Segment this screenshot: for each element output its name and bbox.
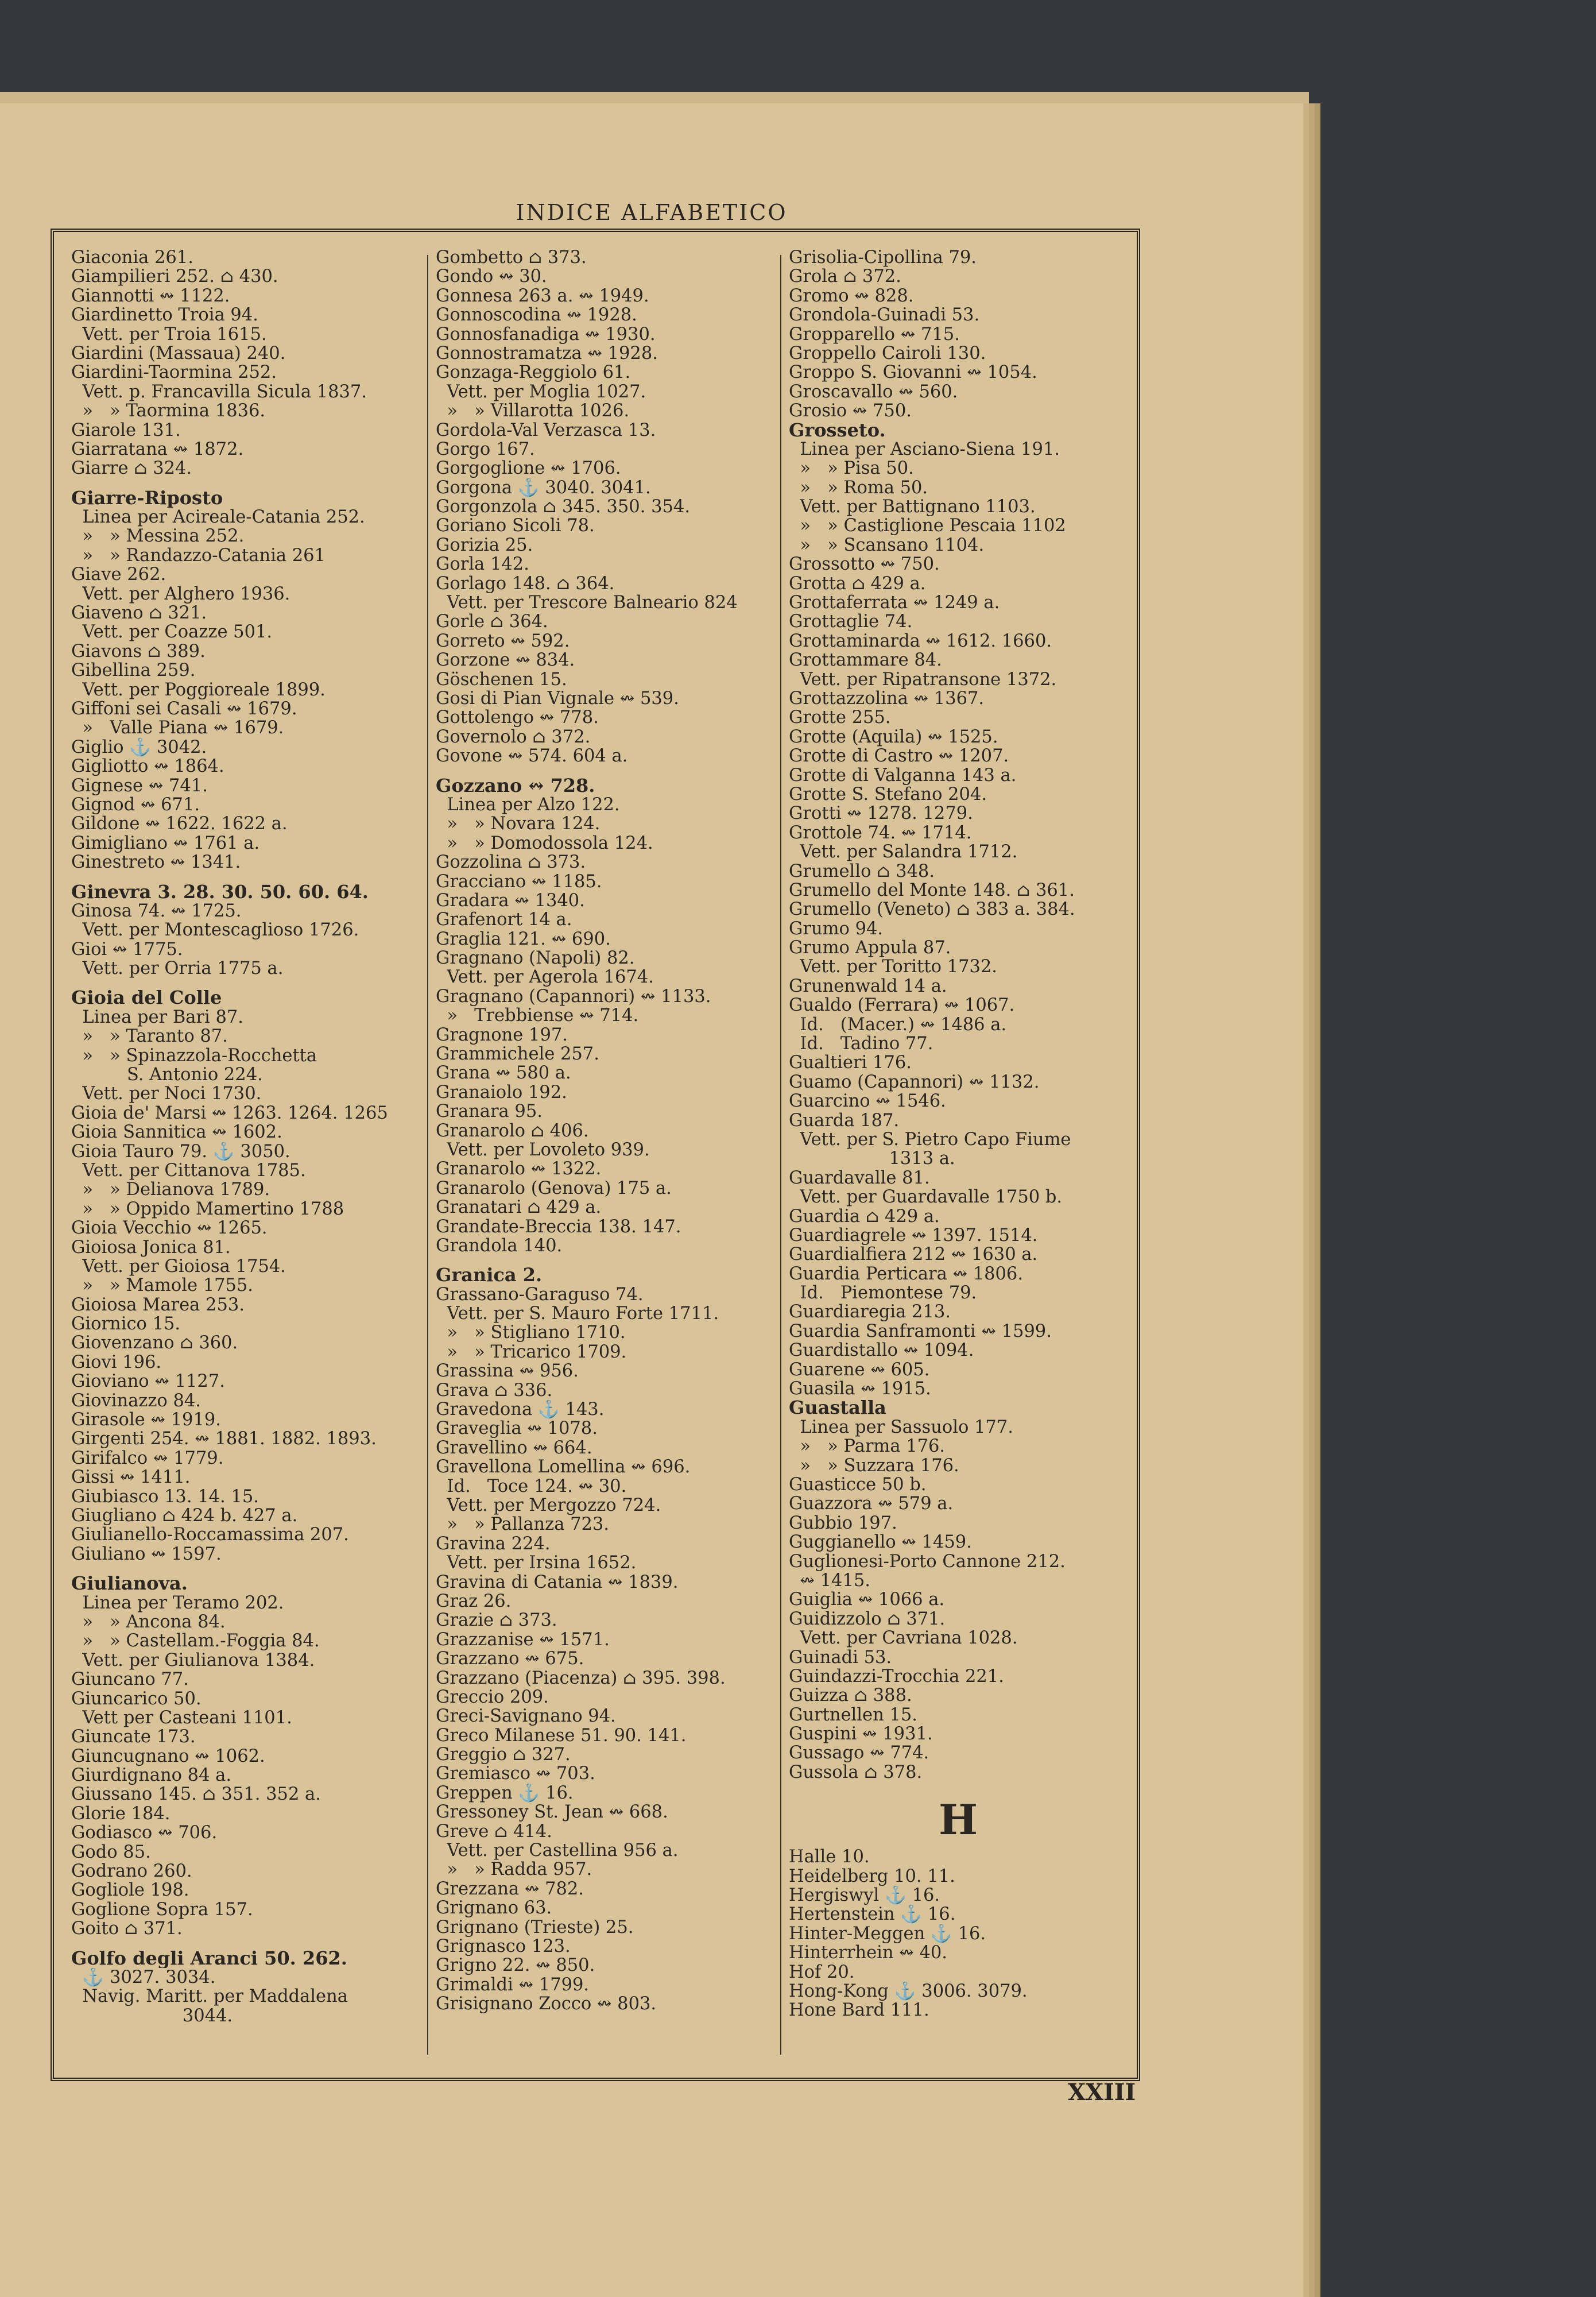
index-entry: Grosio ↭ 750. — [789, 401, 912, 421]
index-entry: Giardini-Taormina 252. — [71, 363, 277, 382]
index-entry: Vett. per Salandra 1712. — [789, 842, 1018, 862]
index-entry: Guglionesi-Porto Cannone 212. — [789, 1552, 1066, 1571]
index-frame — [51, 229, 1140, 2081]
index-entry: 1313 a. — [789, 1149, 955, 1169]
index-entry: Gromo ↭ 828. — [789, 286, 914, 306]
index-entry: Guardia ⌂ 429 a. — [789, 1206, 940, 1226]
index-entry: Hertenstein ⚓ 16. — [789, 1905, 956, 1924]
index-entry: Giurdignano 84 a. — [71, 1766, 232, 1785]
index-heading: Gioia del Colle — [71, 988, 222, 1008]
index-heading: Ginevra 3. 28. 30. 50. 60. 64. — [71, 882, 369, 902]
index-entry: Vett. per Coazze 501. — [71, 622, 273, 642]
index-entry: Grotte (Aquila) ↭ 1525. — [789, 727, 998, 747]
index-entry: Granarolo ⌂ 406. — [436, 1121, 589, 1140]
index-entry: Graveglia ↭ 1078. — [436, 1419, 598, 1438]
index-entry: Greppen ⚓ 16. — [436, 1783, 574, 1803]
index-entry: Gottolengo ↭ 778. — [436, 708, 599, 728]
spacer — [71, 478, 444, 489]
index-entry: Vett. per Moglia 1027. — [436, 382, 646, 402]
index-entry: Grandola 140. — [436, 1236, 563, 1256]
index-entry: Gualdo (Ferrara) ↭ 1067. — [789, 996, 1015, 1015]
index-entry: Gioi ↭ 1775. — [71, 939, 183, 960]
index-entry: Graz 26. — [436, 1591, 512, 1611]
index-entry: Guarda 187. — [789, 1111, 900, 1130]
index-entry: Gravedona ⚓ 143. — [436, 1400, 605, 1420]
index-entry: Grignano 63. — [436, 1898, 552, 1918]
index-entry: Grossotto ↭ 750. — [789, 555, 940, 574]
index-entry: Guspini ↭ 1931. — [789, 1724, 933, 1744]
index-entry: Giugliano ⌂ 424 b. 427 a. — [71, 1506, 298, 1526]
index-entry: Grezzana ↭ 782. — [436, 1879, 584, 1899]
index-entry: Gozzolina ⌂ 373. — [436, 853, 586, 872]
index-entry: Gragnano (Napoli) 82. — [436, 949, 635, 968]
index-entry: Greccio 209. — [436, 1687, 549, 1707]
index-entry: Grisolia-Cipollina 79. — [789, 248, 977, 268]
index-entry: » » Randazzo-Catania 261 — [71, 546, 326, 566]
index-entry: Guidizzolo ⌂ 371. — [789, 1609, 946, 1629]
index-entry: Godo 85. — [71, 1842, 151, 1862]
index-entry: Gremiasco ↭ 703. — [436, 1764, 595, 1784]
index-entry: Guasila ↭ 1915. — [789, 1379, 931, 1399]
index-entry: Gioviano ↭ 1127. — [71, 1372, 225, 1391]
index-entry: Gioia Vecchio ↭ 1265. — [71, 1219, 268, 1238]
index-entry: » » Pallanza 723. — [436, 1515, 610, 1534]
index-entry: » » Domodossola 124. — [436, 833, 653, 853]
index-entry: Giulianello-Roccamassima 207. — [71, 1525, 349, 1545]
index-entry: Gorgo 167. — [436, 439, 535, 459]
index-entry: Glorie 184. — [71, 1804, 171, 1824]
spacer — [71, 1564, 444, 1574]
index-entry: Gussago ↭ 774. — [789, 1743, 929, 1763]
index-entry: Gussola ⌂ 378. — [789, 1762, 923, 1782]
spacer — [71, 872, 444, 883]
index-entry: Guardia Perticara ↭ 1806. — [789, 1264, 1024, 1284]
index-entry: Grignano (Trieste) 25. — [436, 1917, 634, 1937]
index-entry: Navig. Maritt. per Maddalena — [71, 1987, 348, 2006]
index-entry: Göschenen 15. — [436, 670, 567, 689]
index-entry: Godiasco ↭ 706. — [71, 1823, 218, 1843]
index-entry: Grottaminarda ↭ 1612. 1660. — [789, 631, 1052, 651]
index-entry: Gorlago 148. ⌂ 364. — [436, 574, 615, 594]
index-entry: Vett. per S. Pietro Capo Fiume — [789, 1130, 1071, 1150]
index-entry: Gigliotto ↭ 1864. — [71, 757, 224, 776]
index-entry: Gradara ↭ 1340. — [436, 891, 585, 911]
index-entry: Godrano 260. — [71, 1862, 192, 1881]
index-entry: Guardialfiera 212 ↭ 1630 a. — [789, 1245, 1038, 1264]
index-entry: Guardia Sanframonti ↭ 1599. — [789, 1321, 1052, 1341]
index-entry: » » Roma 50. — [789, 478, 928, 498]
index-heading: Guastalla — [789, 1398, 886, 1418]
index-entry: Id. Tadino 77. — [789, 1034, 933, 1054]
index-entry: Gorgoglione ↭ 1706. — [436, 459, 621, 478]
index-entry: Gonnesa 263 a. ↭ 1949. — [436, 286, 649, 306]
page-header: INDICE ALFABETICO — [516, 200, 788, 225]
index-column-2 — [436, 248, 795, 2066]
index-entry: Gorzone ↭ 834. — [436, 651, 575, 670]
index-entry: ⚓ 3027. 3034. — [71, 1967, 216, 1987]
section-letter: H — [938, 1795, 978, 1844]
index-entry: Hone Bard 111. — [789, 2001, 929, 2020]
index-entry: Grondola-Guinadi 53. — [789, 306, 980, 325]
index-entry: Giaconia 261. — [71, 248, 193, 268]
index-entry: ↭ 1415. — [789, 1571, 870, 1591]
index-entry: Grumello del Monte 148. ⌂ 361. — [789, 880, 1075, 900]
index-entry: Hof 20. — [789, 1962, 855, 1982]
index-entry: » » Scansano 1104. — [789, 535, 985, 555]
column-divider — [427, 255, 428, 2055]
index-entry: » » Radda 957. — [436, 1860, 592, 1880]
index-entry: » » Delianova 1789. — [71, 1180, 270, 1200]
index-entry: Gracciano ↭ 1185. — [436, 872, 602, 891]
index-entry: Granaiolo 192. — [436, 1082, 567, 1103]
index-entry: Vett. per Troia 1615. — [71, 324, 267, 344]
index-entry: Girgenti 254. ↭ 1881. 1882. 1893. — [71, 1429, 377, 1449]
index-entry: » Trebbiense ↭ 714. — [436, 1006, 639, 1026]
index-entry: Gravellona Lomellina ↭ 696. — [436, 1457, 691, 1477]
index-entry: Giarole 131. — [71, 420, 181, 440]
index-entry: Linea per Asciano-Siena 191. — [789, 439, 1060, 459]
index-entry: » » Suzzara 176. — [789, 1456, 959, 1475]
index-entry: Hong-Kong ⚓ 3006. 3079. — [789, 1981, 1028, 2001]
index-entry: Guasticce 50 b. — [789, 1475, 927, 1495]
index-entry: Gonnosfanadiga ↭ 1930. — [436, 324, 656, 344]
index-entry: Gragnone 197. — [436, 1025, 568, 1045]
index-entry: Grottammare 84. — [789, 651, 942, 670]
spacer — [436, 766, 795, 776]
index-entry: Giuncano 77. — [71, 1670, 189, 1689]
index-entry: » » Castiglione Pescaia 1102 — [789, 516, 1066, 536]
index-entry: Giovi 196. — [71, 1352, 162, 1372]
index-entry: Giovinazzo 84. — [71, 1391, 201, 1411]
index-entry: Grisignano Zocco ↭ 803. — [436, 1994, 657, 2014]
index-entry: Hinter-Meggen ⚓ 16. — [789, 1924, 986, 1944]
index-entry: Gropparello ↭ 715. — [789, 324, 960, 344]
index-entry: Grassina ↭ 956. — [436, 1362, 579, 1381]
index-entry: Greggio ⌂ 327. — [436, 1745, 571, 1765]
index-entry: Grumello ⌂ 348. — [789, 861, 935, 881]
index-entry: Grana ↭ 580 a. — [436, 1064, 571, 1083]
index-entry: Vett. per S. Mauro Forte 1711. — [436, 1304, 719, 1324]
index-entry: Giussano 145. ⌂ 351. 352 a. — [71, 1785, 321, 1804]
index-entry: Grotte di Valganna 143 a. — [789, 765, 1017, 785]
index-entry: Grimaldi ↭ 1799. — [436, 1975, 590, 1995]
index-entry: Vett. per Cittanova 1785. — [71, 1161, 306, 1181]
index-entry: Gioia Sannitica ↭ 1602. — [71, 1123, 282, 1142]
index-entry: Vett. per Poggioreale 1899. — [71, 680, 326, 699]
index-entry: Gosi di Pian Vignale ↭ 539. — [436, 689, 679, 709]
index-entry: Grumello (Veneto) ⌂ 383 a. 384. — [789, 900, 1075, 919]
index-entry: Vett. per Gioiosa 1754. — [71, 1256, 286, 1277]
index-entry: » » Taormina 1836. — [71, 401, 266, 421]
index-entry: Groppo S. Giovanni ↭ 1054. — [789, 363, 1037, 382]
index-entry: Linea per Teramo 202. — [71, 1593, 284, 1612]
index-entry: Grottaferrata ↭ 1249 a. — [789, 593, 1000, 613]
index-entry: Greco Milanese 51. 90. 141. — [436, 1726, 687, 1746]
index-entry: Vett. per Orria 1775 a. — [71, 959, 284, 979]
index-entry: Gogliole 198. — [71, 1881, 189, 1900]
index-entry: Greve ⌂ 414. — [436, 1822, 552, 1842]
index-entry: Hergiswyl ⚓ 16. — [789, 1886, 940, 1905]
spacer — [789, 1782, 1128, 1792]
index-entry: Grassano-Garaguso 74. — [436, 1285, 644, 1305]
index-entry: Grotte di Castro ↭ 1207. — [789, 747, 1009, 766]
index-entry: Giardinetto Troia 94. — [71, 306, 258, 325]
index-entry: Giuliano ↭ 1597. — [71, 1544, 222, 1564]
index-entry: Vett. per Alghero 1936. — [71, 584, 290, 604]
index-entry: Gorle ⌂ 364. — [436, 612, 548, 632]
index-entry: Greci-Savignano 94. — [436, 1707, 616, 1726]
index-entry: Ginosa 74. ↭ 1725. — [71, 901, 242, 921]
index-entry: Gonnostramatza ↭ 1928. — [436, 343, 658, 364]
index-entry: Gragnano (Capannori) ↭ 1133. — [436, 987, 711, 1007]
index-entry: Granarolo (Genova) 175 a. — [436, 1178, 672, 1198]
index-entry: Gildone ↭ 1622. 1622 a. — [71, 814, 288, 834]
index-entry: Id. (Macer.) ↭ 1486 a. — [789, 1015, 1007, 1035]
index-entry: Gravina di Catania ↭ 1839. — [436, 1572, 679, 1592]
index-entry: Gualtieri 176. — [789, 1053, 912, 1073]
index-entry: Giornico 15. — [71, 1314, 181, 1334]
index-entry: Grumo 94. — [789, 919, 884, 939]
index-entry: Vett. per Giulianova 1384. — [71, 1650, 315, 1670]
index-column-1 — [71, 248, 444, 2066]
index-entry: Linea per Bari 87. — [71, 1007, 243, 1027]
index-entry: Giavons ⌂ 389. — [71, 641, 206, 662]
index-entry: Giffoni sei Casali ↭ 1679. — [71, 699, 297, 719]
index-entry: Heidelberg 10. 11. — [789, 1866, 955, 1886]
index-entry: Halle 10. — [789, 1847, 870, 1867]
index-entry: Id. Toce 124. ↭ 30. — [436, 1476, 627, 1496]
index-entry: Gubbio 197. — [789, 1513, 897, 1533]
index-heading: Grosseto. — [789, 420, 886, 440]
index-entry: Guarcino ↭ 1546. — [789, 1092, 946, 1111]
index-entry: Giampilieri 252. ⌂ 430. — [71, 267, 278, 287]
index-entry: » » Mamole 1755. — [71, 1276, 254, 1296]
index-entry: Groscavallo ↭ 560. — [789, 382, 958, 402]
index-entry: Guardavalle 81. — [789, 1168, 930, 1188]
spacer — [71, 1939, 444, 1949]
index-entry: Giave 262. — [71, 565, 166, 585]
index-entry: Vett per Casteani 1101. — [71, 1708, 292, 1728]
spacer — [71, 978, 444, 988]
index-entry: Gorgona ⚓ 3040. 3041. — [436, 478, 651, 498]
index-entry: Grazzano ↭ 675. — [436, 1649, 584, 1669]
index-entry: Girifalco ↭ 1779. — [71, 1448, 224, 1468]
index-entry: Linea per Alzo 122. — [436, 795, 620, 815]
index-entry: Guggianello ↭ 1459. — [789, 1533, 972, 1552]
index-entry: Guazzora ↭ 579 a. — [789, 1494, 954, 1514]
index-entry: Graglia 121. ↭ 690. — [436, 929, 611, 949]
index-entry: Vett. per Toritto 1732. — [789, 957, 997, 977]
index-entry: Grazie ⌂ 373. — [436, 1611, 557, 1630]
index-entry: Vett. per Guardavalle 1750 b. — [789, 1188, 1063, 1207]
index-entry: Guardiaregia 213. — [789, 1302, 951, 1322]
index-entry: » » Oppido Mamertino 1788 — [71, 1199, 344, 1219]
index-entry: Gorla 142. — [436, 555, 529, 574]
index-entry: Grottole 74. ↭ 1714. — [789, 823, 972, 843]
index-entry: Id. Piemontese 79. — [789, 1283, 977, 1303]
page-number: XXIII — [1068, 2079, 1136, 2106]
index-entry: Grotte S. Stefano 204. — [789, 784, 987, 805]
index-entry: Govone ↭ 574. 604 a. — [436, 747, 628, 766]
index-entry: Ginestreto ↭ 1341. — [71, 853, 241, 872]
index-entry: Grotte 255. — [789, 708, 891, 728]
index-entry: Gioiosa Jonica 81. — [71, 1238, 231, 1257]
index-entry: Gonzaga-Reggiolo 61. — [436, 363, 631, 382]
index-entry: S. Antonio 224. — [71, 1065, 263, 1085]
index-entry: Gurtnellen 15. — [789, 1705, 917, 1725]
index-heading: Granica 2. — [436, 1266, 543, 1285]
index-entry: Grazzano (Piacenza) ⌂ 395. 398. — [436, 1668, 726, 1688]
index-entry: » » Castellam.-Foggia 84. — [71, 1631, 320, 1651]
index-entry: Giuncugnano ↭ 1062. — [71, 1746, 265, 1766]
index-entry: Gondo ↭ 30. — [436, 267, 547, 287]
index-entry: Vett. per Agerola 1674. — [436, 968, 654, 987]
index-entry: Grava ⌂ 336. — [436, 1380, 553, 1401]
index-entry: Gibellina 259. — [71, 661, 196, 680]
index-entry: Guarene ↭ 605. — [789, 1360, 930, 1380]
index-entry: Guiglia ↭ 1066 a. — [789, 1590, 945, 1610]
index-entry: Girasole ↭ 1919. — [71, 1410, 221, 1430]
index-entry: Gissi ↭ 1411. — [71, 1468, 191, 1487]
index-entry: Gorreto ↭ 592. — [436, 631, 570, 651]
index-entry: Grazzanise ↭ 1571. — [436, 1630, 610, 1650]
index-entry: Linea per Sassuolo 177. — [789, 1417, 1013, 1437]
index-entry: Gravellino ↭ 664. — [436, 1438, 592, 1458]
index-entry: Vett. per Mergozzo 724. — [436, 1496, 661, 1515]
index-entry: Vett. per Lovoleto 939. — [436, 1140, 650, 1160]
index-heading: Gozzano ↭ 728. — [436, 776, 595, 795]
index-entry: Giardini (Massaua) 240. — [71, 343, 286, 364]
index-entry: Gorizia 25. — [436, 535, 533, 555]
index-entry: Grotti ↭ 1278. 1279. — [789, 804, 973, 823]
index-entry: Vett. per Ripatransone 1372. — [789, 670, 1057, 689]
index-heading: Giulianova. — [71, 1574, 188, 1594]
index-entry: Guardistallo ↭ 1094. — [789, 1341, 974, 1360]
index-entry: Grafenort 14 a. — [436, 910, 572, 930]
index-entry: » » Tricarico 1709. — [436, 1342, 627, 1362]
index-entry: Guizza ⌂ 388. — [789, 1686, 912, 1706]
index-entry: Goglione Sopra 157. — [71, 1900, 253, 1920]
index-entry: » » Novara 124. — [436, 814, 601, 834]
spacer — [436, 1255, 795, 1266]
index-entry: Giuncarico 50. — [71, 1689, 202, 1708]
index-entry: Gignod ↭ 671. — [71, 795, 200, 815]
index-entry: Giarre ⌂ 324. — [71, 459, 192, 478]
index-entry: Vett. p. Francavilla Sicula 1837. — [71, 382, 367, 402]
index-entry: Grammichele 257. — [436, 1045, 599, 1064]
index-entry: Grandate-Breccia 138. 147. — [436, 1217, 681, 1236]
index-entry: Guindazzi-Trocchia 221. — [789, 1666, 1004, 1687]
index-column-3 — [789, 248, 1128, 2066]
index-entry: » » Villarotta 1026. — [436, 401, 630, 421]
index-entry: Vett. per Cavriana 1028. — [789, 1629, 1018, 1648]
index-entry: Goito ⌂ 371. — [71, 1919, 183, 1939]
index-entry: Granarolo ↭ 1322. — [436, 1159, 602, 1179]
index-entry: Gressoney St. Jean ↭ 668. — [436, 1803, 668, 1822]
index-entry: Linea per Acireale-Catania 252. — [71, 508, 365, 527]
index-entry: Gonnoscodina ↭ 1928. — [436, 306, 637, 325]
index-entry: » » Ancona 84. — [71, 1612, 226, 1632]
index-entry: Grottazzolina ↭ 1367. — [789, 689, 985, 709]
index-entry: Granatari ⌂ 429 a. — [436, 1198, 602, 1217]
index-entry: Vett. per Castellina 956 a. — [436, 1841, 679, 1861]
index-heading: Giarre-Riposto — [71, 488, 223, 508]
index-entry: Vett. per Noci 1730. — [71, 1084, 262, 1104]
index-entry: Grumo Appula 87. — [789, 938, 951, 958]
index-entry: Gioiosa Marea 253. — [71, 1295, 245, 1315]
index-entry: Goriano Sicoli 78. — [436, 516, 595, 536]
index-entry: » » Messina 252. — [71, 527, 245, 546]
index-entry: Guinadi 53. — [789, 1648, 892, 1667]
index-entry: Giovenzano ⌂ 360. — [71, 1333, 238, 1353]
index-entry: Vett. per Trescore Balneario 824 — [436, 593, 738, 613]
index-entry: Grotta ⌂ 429 a. — [789, 574, 926, 594]
index-entry: Gioia Tauro 79. ⚓ 3050. — [71, 1142, 290, 1161]
index-entry: » » Parma 176. — [789, 1437, 946, 1456]
index-entry: Gravina 224. — [436, 1534, 551, 1554]
index-entry: Governolo ⌂ 372. — [436, 727, 591, 747]
index-entry: Groppello Cairoli 130. — [789, 343, 986, 364]
index-entry: » » Stigliano 1710. — [436, 1323, 626, 1343]
index-entry: » » Taranto 87. — [71, 1027, 228, 1046]
index-entry: Grunenwald 14 a. — [789, 976, 947, 996]
index-entry: Gordola-Val Verzasca 13. — [436, 420, 656, 440]
index-heading: Golfo degli Aranci 50. 262. — [71, 1948, 347, 1968]
index-entry: Vett. per Battignano 1103. — [789, 497, 1036, 517]
index-entry: 3044. — [71, 2006, 233, 2026]
index-entry: Guamo (Capannori) ↭ 1132. — [789, 1072, 1040, 1092]
index-entry: » » Pisa 50. — [789, 459, 914, 478]
index-entry: Grola ⌂ 372. — [789, 267, 901, 287]
index-entry: Giannotti ↭ 1122. — [71, 286, 230, 306]
index-entry: Vett. per Montescaglioso 1726. — [71, 921, 359, 940]
index-entry: Hinterrhein ↭ 40. — [789, 1943, 948, 1963]
index-entry: Guardiagrele ↭ 1397. 1514. — [789, 1225, 1038, 1246]
index-entry: Giuncate 173. — [71, 1727, 196, 1747]
index-entry: » » Spinazzola-Rocchetta — [71, 1046, 317, 1066]
index-entry: Grignasco 123. — [436, 1936, 571, 1956]
index-entry: Gioia de' Marsi ↭ 1263. 1264. 1265 — [71, 1103, 388, 1123]
index-entry: Vett. per Irsina 1652. — [436, 1553, 637, 1573]
index-entry: Giarratana ↭ 1872. — [71, 439, 244, 459]
index-entry: Giglio ⚓ 3042. — [71, 737, 207, 757]
index-entry: Grottaglie 74. — [789, 612, 913, 632]
index-entry: » Valle Piana ↭ 1679. — [71, 718, 284, 738]
index-entry: Granara 95. — [436, 1102, 543, 1122]
column-divider — [780, 255, 781, 2055]
index-entry: Grigno 22. ↭ 850. — [436, 1956, 595, 1975]
index-entry: Giaveno ⌂ 321. — [71, 604, 207, 623]
index-entry: Gimigliano ↭ 1761 a. — [71, 833, 260, 853]
index-entry: Gignese ↭ 741. — [71, 776, 208, 795]
index-entry: Gorgonzola ⌂ 345. 350. 354. — [436, 497, 691, 517]
index-entry: Gombetto ⌂ 373. — [436, 248, 587, 268]
index-entry: Giubiasco 13. 14. 15. — [71, 1487, 259, 1506]
